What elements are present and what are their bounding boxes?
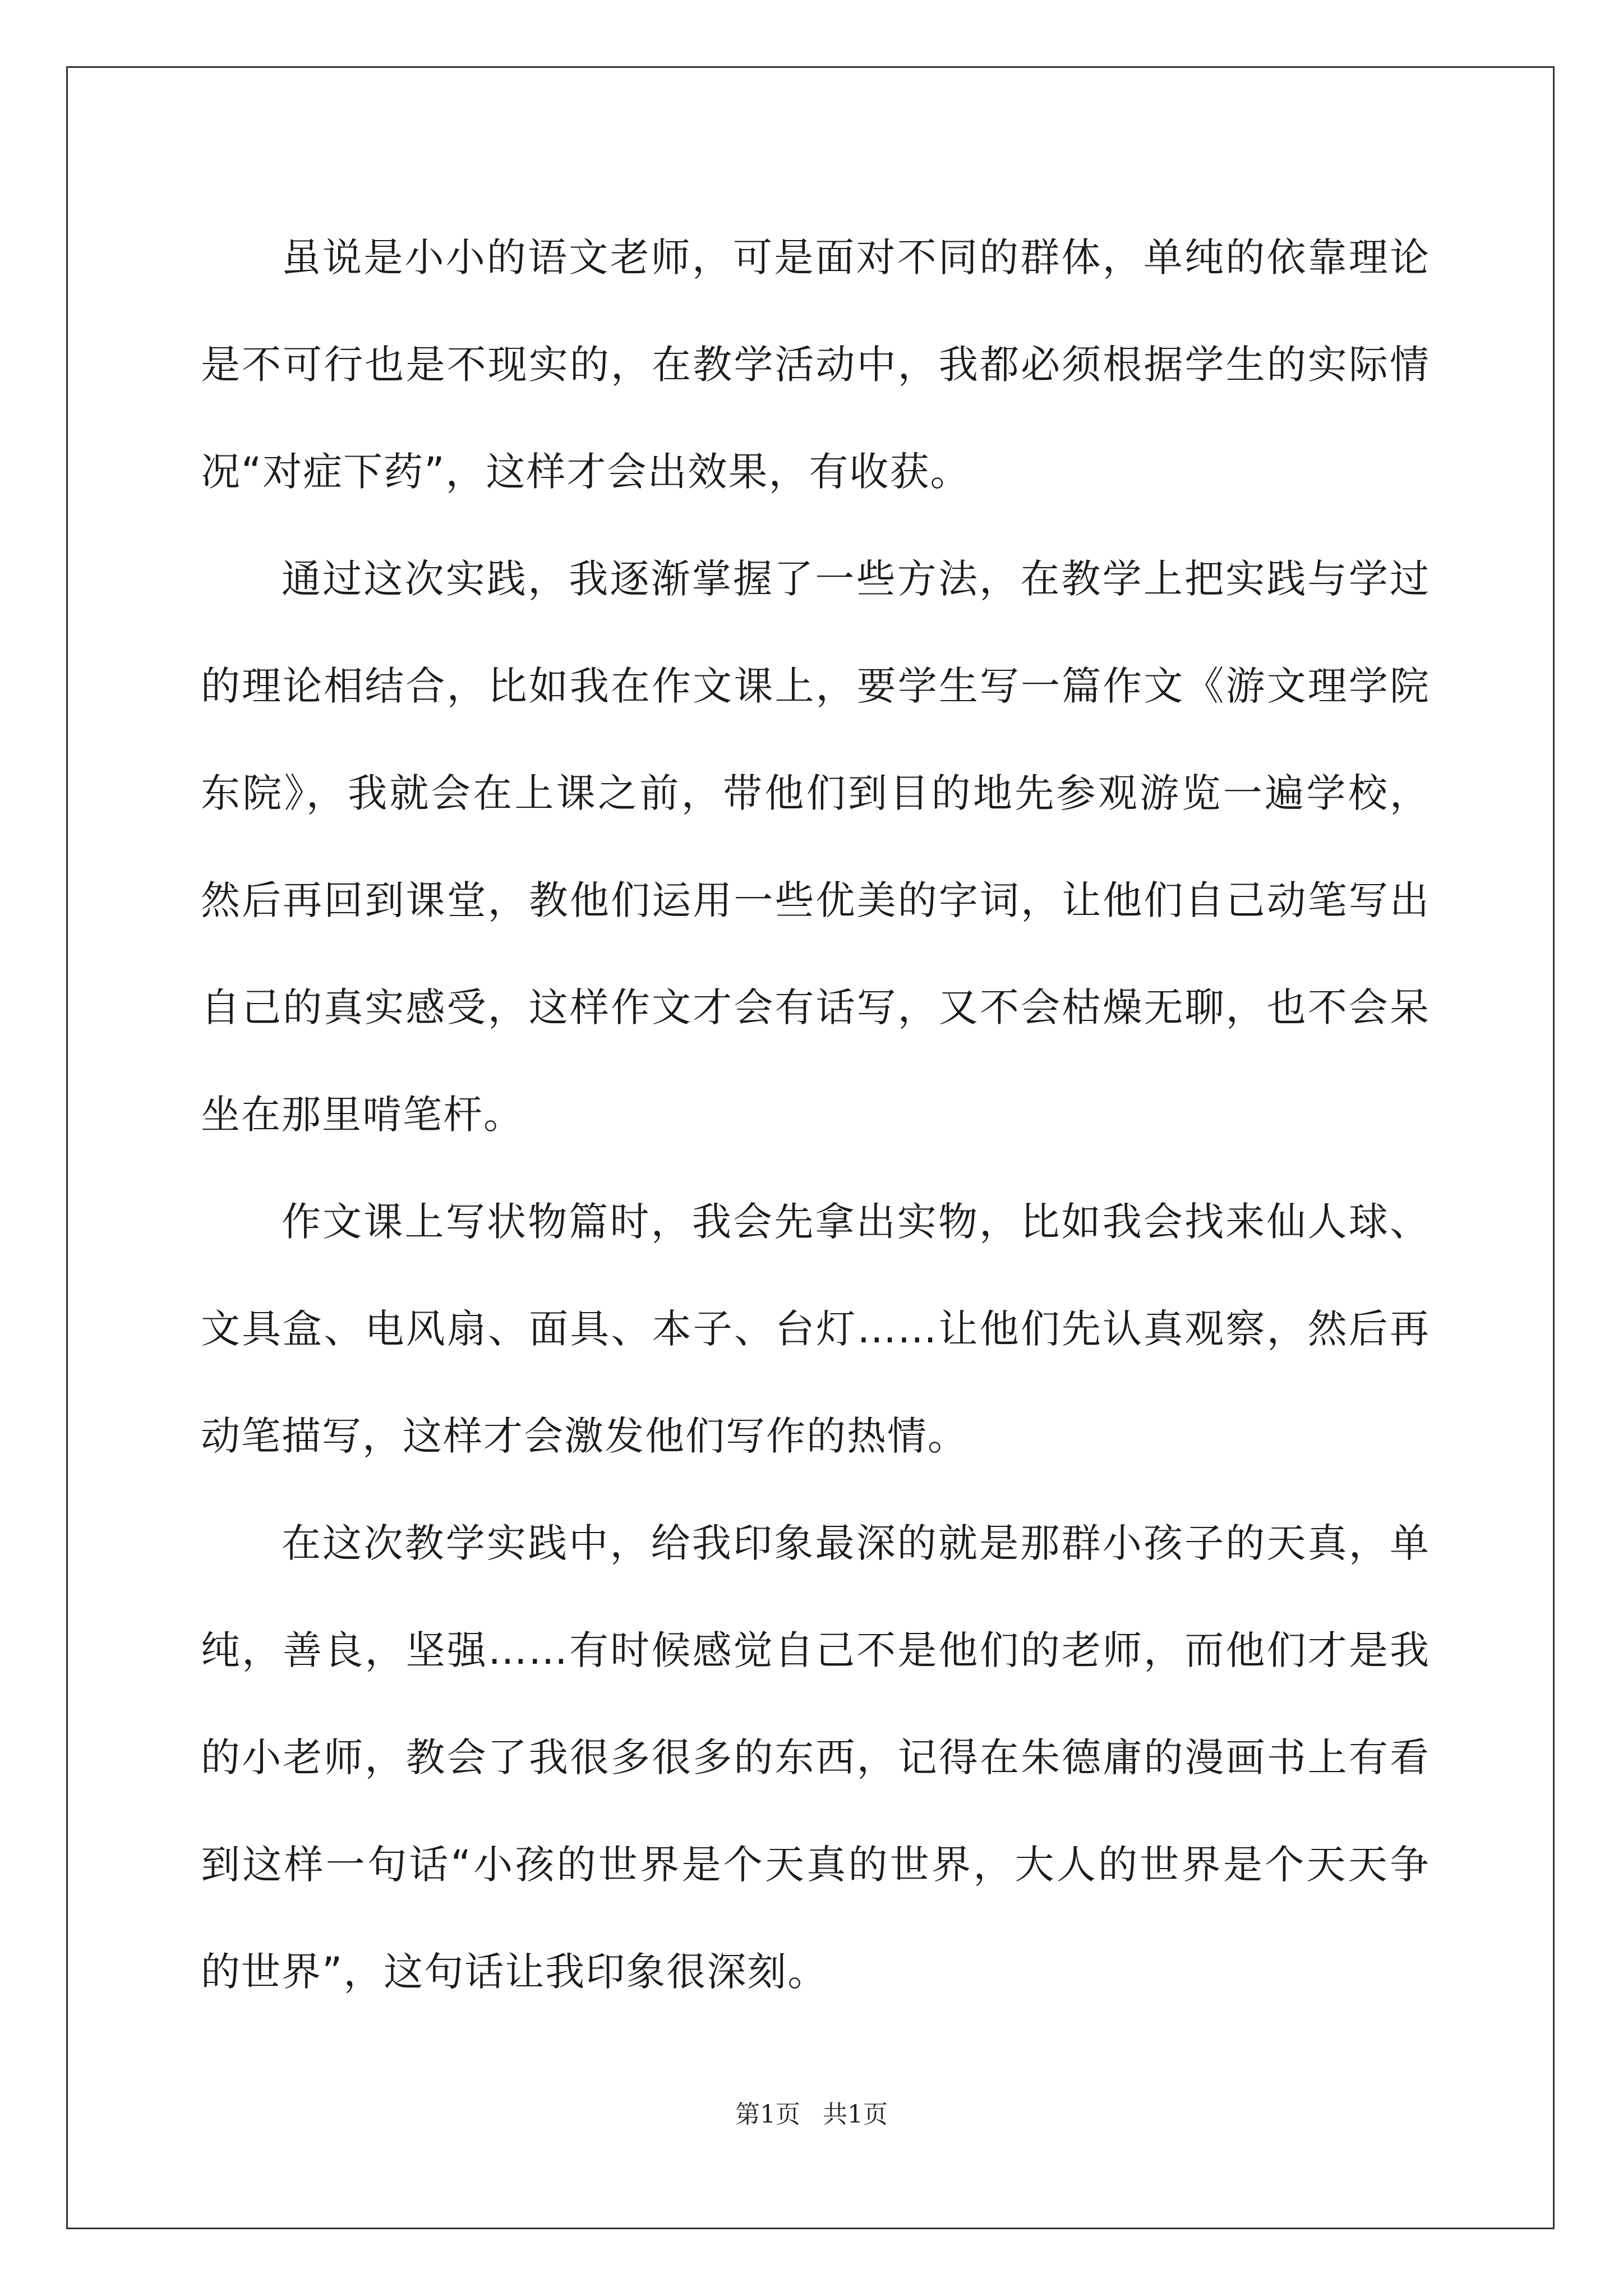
page-number-current: 第1页 [735,2100,800,2129]
paragraph-2: 通过这次实践，我逐渐掌握了一些方法，在教学上把实践与学过的理论相结合，比如我在作文课上，要学生写一篇作文《游文理学院东院》，我就会在上课之前，带他们到目的地先参观游览一遍学校，然后再回到课堂，教他们运用一些优美的字词，让他们自己动笔写出自己的真实感受，这样作文才会有话写，又不会枯燥无聊，也不会呆坐在那里啃笔杆。 [201,556,1430,1138]
page-footer [0,2098,1623,2132]
paragraph-4: 在这次教学实践中，给我印象最深的就是那群小孩子的天真，单纯，善良，坚强……有时候感觉自己不是他们的老师，而他们才是我的小老师，教会了我很多很多的东西，记得在朱德庸的漫画书上有看到这样一句话“小孩的世界是个天真的世界，大人的世界是个天天争的世界”，这句话让我印象很深刻。 [201,1520,1430,1995]
paragraph-1: 虽说是小小的语文老师，可是面对不同的群体，单纯的依靠理论是不可行也是不现实的，在教学活动中，我都必须根据学生的实际情况“对症下药”，这样才会出效果，有收获。 [201,234,1430,495]
page-number-total: 共1页 [823,2100,888,2129]
document-body [201,204,1430,2026]
paragraph-3: 作文课上写状物篇时，我会先拿出实物，比如我会找来仙人球、文具盒、电风扇、面具、本子、台灯……让他们先认真观察，然后再动笔描写，这样才会激发他们写作的热情。 [201,1199,1430,1459]
